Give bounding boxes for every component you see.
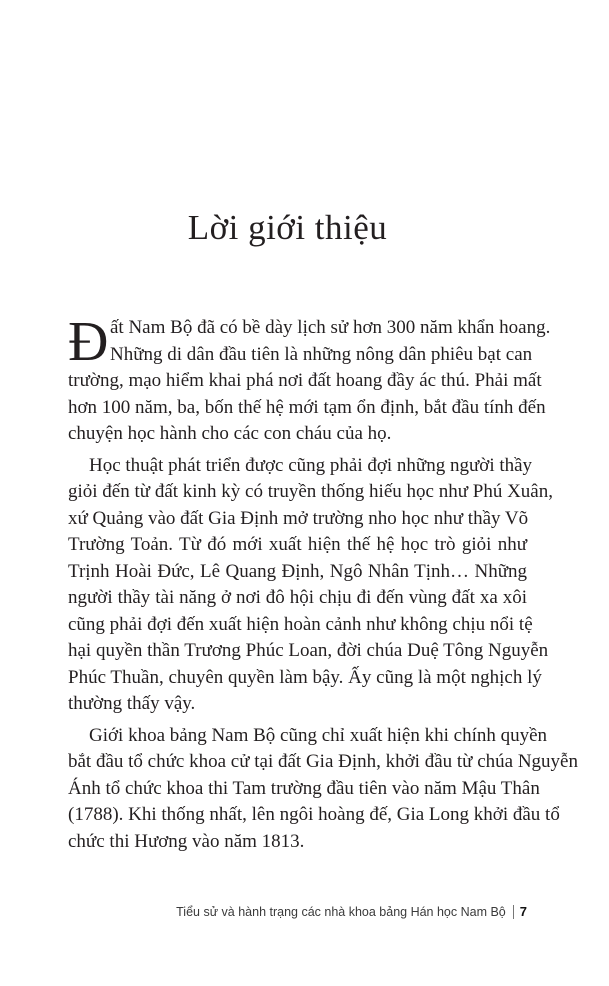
text-line: người thầy tài năng ở nơi đô hội chịu đi đến vùng đất xa xôi xyxy=(68,587,527,608)
body-text xyxy=(68,311,578,860)
text-line: ất Nam Bộ đã có bề dày lịch sử hơn 300 năm khẩn hoang. xyxy=(110,317,551,338)
text-line: chức thi Hương vào năm 1813. xyxy=(68,830,305,852)
text-line: Những di dân đầu tiên là những nông dân phiêu bạt can xyxy=(110,343,533,365)
page-footer xyxy=(176,904,527,919)
text-line: bắt đầu tổ chức khoa cử tại đất Gia Định, khởi đầu từ chúa Nguyễn xyxy=(68,751,578,772)
paragraph-1 xyxy=(68,311,551,448)
text-line: Học thuật phát triển được cũng phải đợi những người thầy xyxy=(89,454,533,476)
text-line: Trường Toản. Từ đó mới xuất hiện thế hệ học trò giỏi như xyxy=(68,534,527,555)
paragraph-2 xyxy=(68,453,553,718)
text-line: xứ Quảng vào đất Gia Định mở trường nho học như thầy Võ xyxy=(68,507,529,529)
text-line: Giới khoa bảng Nam Bộ cũng chỉ xuất hiện khi chính quyền xyxy=(89,724,548,746)
text-line: hơn 100 năm, ba, bốn thế hệ mới tạm ổn định, bắt đầu tính đến xyxy=(68,396,546,418)
paragraph-3 xyxy=(68,723,578,856)
text-line: chuyện học hành cho các con cháu của họ. xyxy=(68,423,392,444)
page-number: 7 xyxy=(519,904,527,919)
text-line: Phúc Thuần, chuyên quyền làm bậy. Ấy cũng là một nghịch lý xyxy=(68,666,542,688)
text-line: thường thấy vậy. xyxy=(68,693,196,714)
drop-cap: Đ xyxy=(68,311,109,373)
running-title: Tiểu sử và hành trạng các nhà khoa bảng Hán học Nam Bộ xyxy=(176,904,506,919)
chapter-title: Lời giới thiệu xyxy=(187,208,388,247)
text-line: (1788). Khi thống nhất, lên ngôi hoàng đế, Gia Long khởi đầu tổ xyxy=(68,804,560,825)
text-line: Trịnh Hoài Đức, Lê Quang Định, Ngô Nhân Tịnh… Những xyxy=(68,560,527,582)
text-line: hại quyền thần Trương Phúc Loan, đời chúa Duệ Tông Nguyễn xyxy=(68,640,549,661)
text-line: trường, mạo hiểm khai phá nơi đất hoang đầy ác thú. Phải mất xyxy=(68,370,542,391)
footer-divider xyxy=(513,905,514,919)
text-line: Ánh tổ chức khoa thi Tam trường đầu tiên vào năm Mậu Thân xyxy=(68,777,540,799)
text-line: giỏi đến từ đất kinh kỳ có truyền thống hiếu học như Phú Xuân, xyxy=(68,481,553,502)
text-line: cũng phải đợi đến xuất hiện hoàn cảnh như không chịu nổi tệ xyxy=(68,613,533,635)
